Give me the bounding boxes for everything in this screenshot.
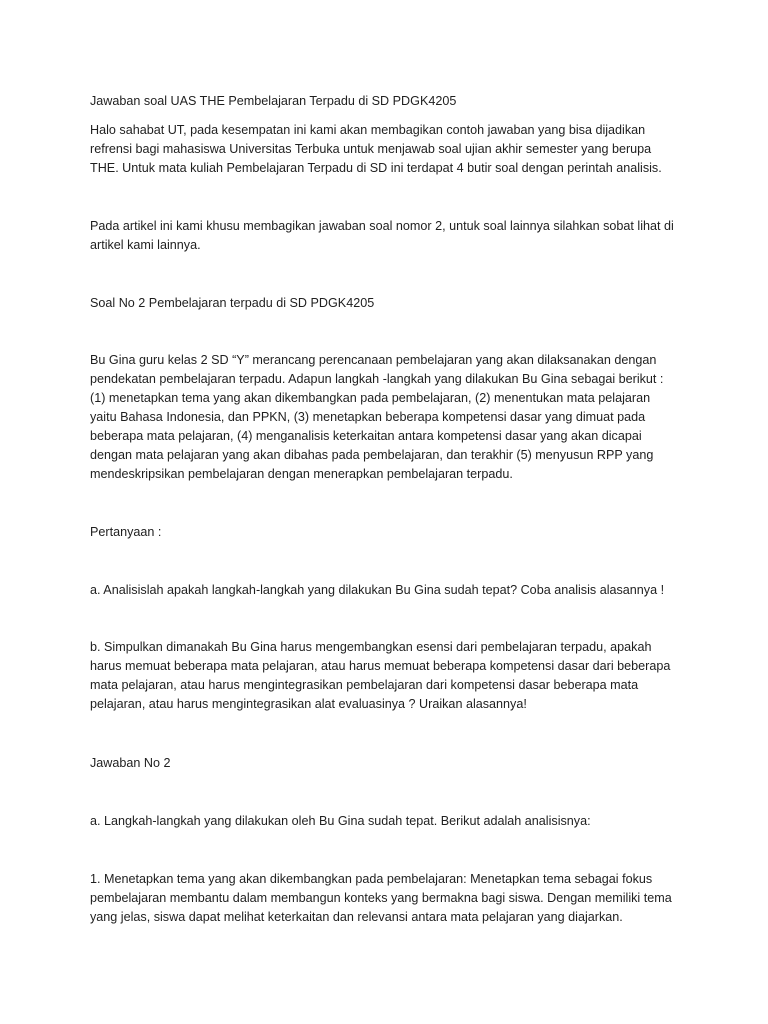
article-note-paragraph bbox=[90, 217, 690, 255]
question-a bbox=[90, 581, 690, 600]
answer-heading bbox=[90, 754, 690, 773]
text-line: pendekatan pembelajaran terpadu. Adapun langkah -langkah yang dilakukan Bu Gina sebagai berikut : bbox=[90, 372, 664, 386]
answer-a bbox=[90, 812, 690, 831]
text-line: b. Simpulkan dimanakah Bu Gina harus mengembangkan esensi dari pembelajaran terpadu, apakah bbox=[90, 640, 652, 654]
text-line: Bu Gina guru kelas 2 SD “Y” merancang perencanaan pembelajaran yang akan dilaksanakan dengan bbox=[90, 353, 657, 367]
text-line: mendeskripsikan pembelajaran dengan menerapkan pembelajaran terpadu. bbox=[90, 467, 513, 481]
text-line: artikel kami lainnya. bbox=[90, 238, 201, 252]
text-line: mata pelajaran, atau harus mengintegrasikan pembelajaran dari kompetensi dasar beberapa mata bbox=[90, 678, 639, 692]
heading-line: Soal No 2 Pembelajaran terpadu di SD PDGK4205 bbox=[90, 296, 375, 310]
heading-line: Jawaban No 2 bbox=[90, 756, 171, 770]
text-line: yang jelas, siswa dapat melihat keterkaitan dan relevansi antara mata pelajaran yang diajarkan. bbox=[90, 910, 623, 924]
question-heading bbox=[90, 294, 690, 313]
question-b-paragraph bbox=[90, 638, 690, 714]
label-line: Pertanyaan : bbox=[90, 525, 162, 539]
text-line: a. Analisislah apakah langkah-langkah yang dilakukan Bu Gina sudah tepat? Coba analisis alasannya ! bbox=[90, 583, 665, 597]
text-line: 1. Menetapkan tema yang akan dikembangkan pada pembelajaran: Menetapkan tema sebagai fokus bbox=[90, 872, 653, 886]
questions-label bbox=[90, 523, 690, 542]
text-line: a. Langkah-langkah yang dilakukan oleh Bu Gina sudah tepat. Berikut adalah analisisnya: bbox=[90, 814, 591, 828]
answer-point-1-paragraph bbox=[90, 870, 690, 927]
intro-paragraph bbox=[90, 121, 690, 178]
document-title bbox=[90, 92, 690, 111]
text-line: refrensi bagi mahasiswa Universitas Terbuka untuk menjawab soal ujian akhir semester yang berupa bbox=[90, 142, 652, 156]
text-line: harus memuat beberapa mata pelajaran, atau harus memuat beberapa kompetensi dasar dari beberapa bbox=[90, 659, 671, 673]
title-line: Jawaban soal UAS THE Pembelajaran Terpadu di SD PDGK4205 bbox=[90, 94, 457, 108]
text-line: Pada artikel ini kami khusu membagikan jawaban soal nomor 2, untuk soal lainnya silahkan sobat lihat di bbox=[90, 219, 674, 233]
text-line: beberapa mata pelajaran, (4) menganalisis keterkaitan antara kompetensi dasar yang akan dicapai bbox=[90, 429, 642, 443]
text-line: pelajaran, atau harus mengintegrasikan alat evaluasinya ? Uraikan alasannya! bbox=[90, 697, 527, 711]
text-line: pembelajaran membantu dalam membangun konteks yang bermakna bagi siswa. Dengan memiliki tema bbox=[90, 891, 672, 905]
case-paragraph bbox=[90, 351, 690, 484]
text-line: yaitu Bahasa Indonesia, dan PPKN, (3) menetapkan beberapa kompetensi dasar yang dimuat pada bbox=[90, 410, 646, 424]
text-line: Halo sahabat UT, pada kesempatan ini kami akan membagikan contoh jawaban yang bisa dijadikan bbox=[90, 123, 646, 137]
text-line: (1) menetapkan tema yang akan dikembangkan pada pembelajaran, (2) menentukan mata pelajaran bbox=[90, 391, 651, 405]
text-line: THE. Untuk mata kuliah Pembelajaran Terpadu di SD ini terdapat 4 butir soal dengan perintah analisis. bbox=[90, 161, 662, 175]
text-line: dengan mata pelajaran yang akan dibahas pada pembelajaran, dan terakhir (5) menyusun RPP yang bbox=[90, 448, 654, 462]
